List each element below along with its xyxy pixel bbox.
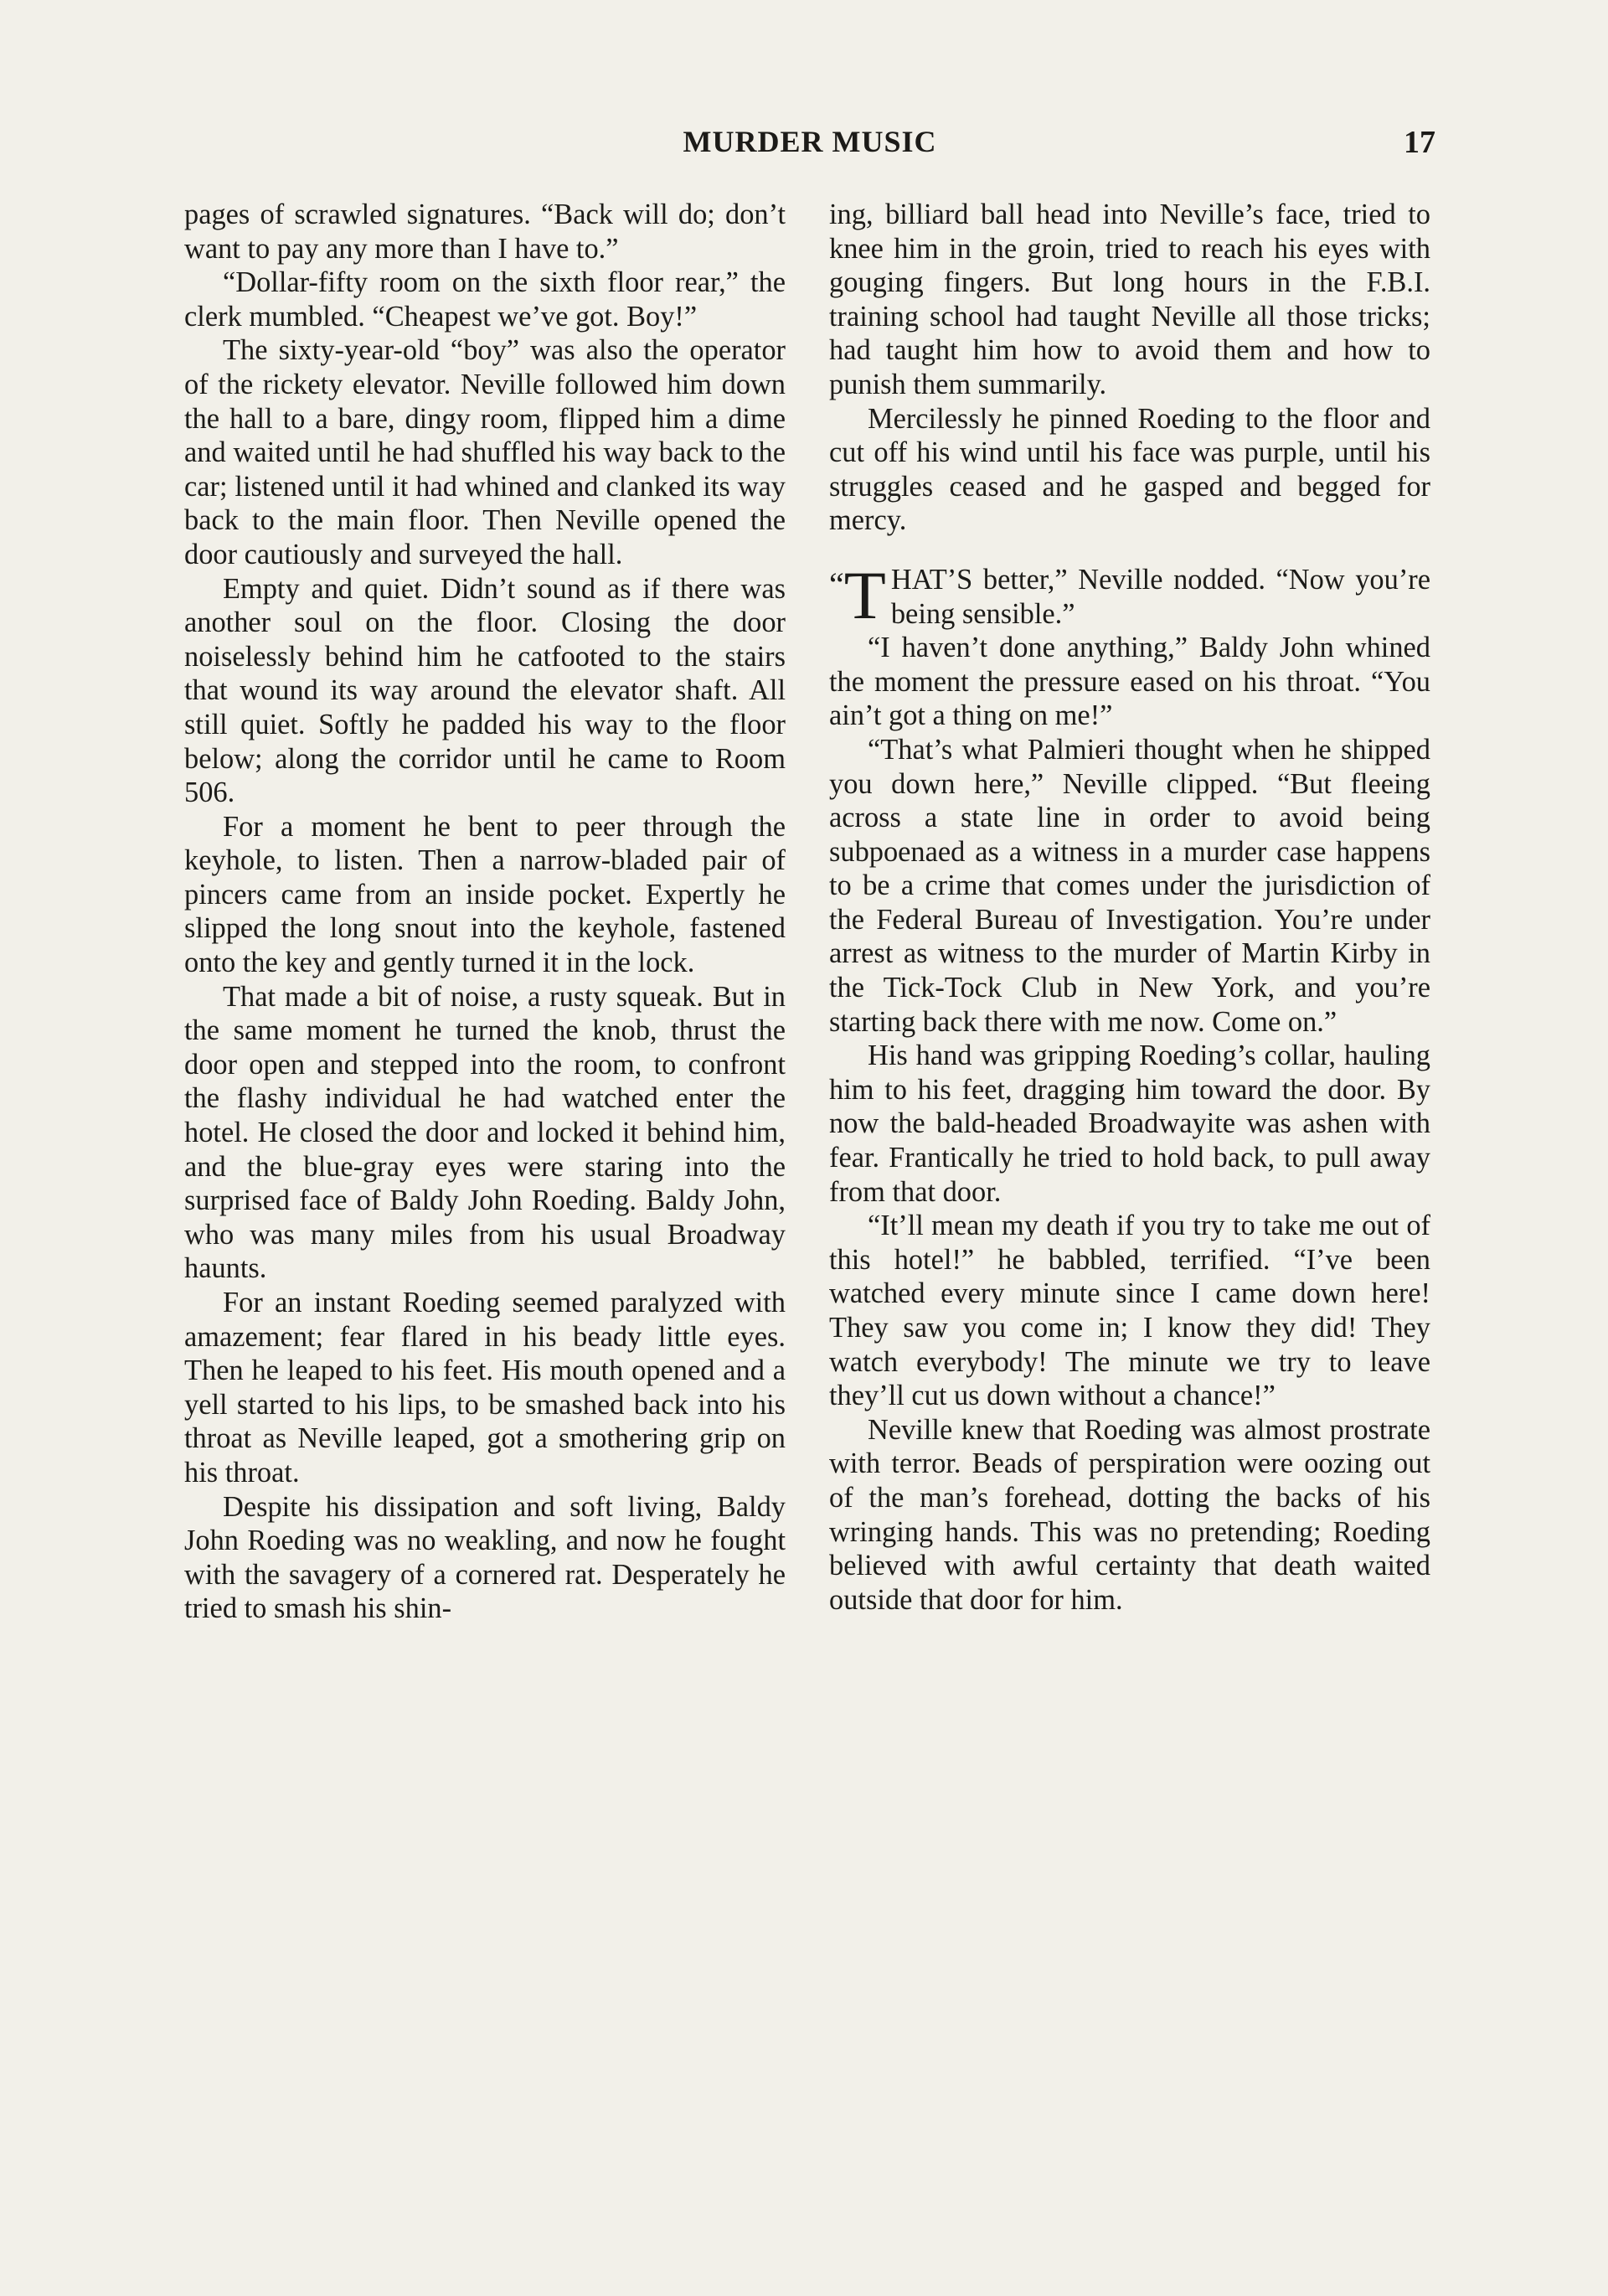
page-header bbox=[184, 124, 1435, 166]
paragraph: The sixty-year-old “boy” was also the operator of the rickety elevator. Neville followed him down the hall to a bare, dingy room, flipped him a dime and waited until he had shuffled his way back to the car; listened until it had whined and clanked its way back to the main floor. Then Neville opened the door cautiously and surveyed the hall. bbox=[184, 334, 786, 570]
drop-cap-quote: “ bbox=[829, 565, 844, 603]
running-title: MURDER MUSIC bbox=[683, 125, 937, 158]
drop-cap bbox=[829, 556, 886, 633]
paragraph: His hand was gripping Roeding’s collar, hauling him to his feet, dragging him toward the door. By now the bald-headed Broadwayite was ashen with fear. Frantically he tried to hold back, to pull away from that door. bbox=[829, 1040, 1430, 1208]
paragraph: That made a bit of noise, a rusty squeak. But in the same moment he turned the knob, thrust the door open and stepped into the room, to confront the flashy individual he had watched enter the hotel. He closed the door and locked it behind him, and the blue-gray eyes were staring into the surprised face of Baldy John Roeding. Baldy John, who was many miles from his usual Broadway haunts. bbox=[184, 980, 786, 1285]
paragraph: For an instant Roeding seemed paralyzed with amazement; fear flared in his beady little eyes. Then he leaped to his feet. His mouth opened and a yell started to his lips, to be smashed back into his throat as Neville leaped, got a smothering grip on his throat. bbox=[184, 1287, 786, 1489]
paragraph: “That’s what Palmieri thought when he shipped you down here,” Neville clipped. “But fleeing across a state line in order to avoid being subpoenaed as a witness in a murder case happens to be a crime that comes under the jurisdiction of the Federal Bureau of Investigation. You’re under arrest as witness to the murder of Martin Kirby in the Tick-Tock Club in New York, and you’re starting back there with me now. Come on.” bbox=[829, 733, 1430, 1038]
left-column bbox=[184, 198, 786, 1626]
paragraph: For a moment he bent to peer through the keyhole, to listen. Then a narrow-bladed pair of pincers came from an inside pocket. Expertly he slipped the long snout into the keyhole, fastened onto the key and gently turned it in the lock. bbox=[184, 810, 786, 979]
paragraph: “Dollar-fifty room on the sixth floor rear,” the clerk mumbled. “Cheapest we’ve got. Boy!” bbox=[184, 266, 786, 333]
paragraph: “I haven’t done anything,” Baldy John whined the moment the pressure eased on his throat. “You ain’t got a thing on me!” bbox=[829, 632, 1430, 732]
paragraph: Mercilessly he pinned Roeding to the floor and cut off his wind until his face was purple, until his struggles ceased and he gasped and begged for mercy. bbox=[829, 402, 1430, 537]
section-opening-paragraph bbox=[829, 556, 1430, 633]
paragraph: Neville knew that Roeding was almost prostrate with terror. Beads of perspiration were oozing out of the man’s forehead, dotting the backs of his wringing hands. This was no pretending; Roeding believed with awful certainty that death waited outside that door for him. bbox=[829, 1413, 1430, 1616]
paragraph: ing, billiard ball head into Neville’s face, tried to knee him in the groin, tried to reach his eyes with gouging fingers. But long hours in the F.B.I. training school had taught Neville all those tricks; had taught him how to avoid them and how to punish them summarily. bbox=[829, 199, 1430, 400]
paragraph: “It’ll mean my death if you try to take me out of this hotel!” he babbled, terrified. “I’ve been watched every minute since I came down here! They saw you come in; I know they did! They watch everybody! The minute we try to leave they’ll cut us down without a chance!” bbox=[829, 1210, 1430, 1412]
paragraph: Despite his dissipation and soft living, Baldy John Roeding was no weakling, and now he fought with the savagery of a cornered rat. Desperately he tried to smash his shin- bbox=[184, 1490, 786, 1625]
paragraph: Empty and quiet. Didn’t sound as if there was another soul on the floor. Closing the door noiselessly behind him he catfooted to the stairs that wound its way around the elevator shaft. All still quiet. Softly he padded his way to the floor below; along the corridor until he came to Room 506. bbox=[184, 572, 786, 809]
right-column bbox=[829, 198, 1430, 1617]
drop-cap-letter: T bbox=[843, 556, 886, 633]
paragraph: pages of scrawled signatures. “Back will do; don’t want to pay any more than I have to.” bbox=[184, 199, 786, 265]
section-opening-text: HAT’S better,” Neville nodded. “Now you’re being sensible.” bbox=[890, 563, 1430, 630]
page-number: 17 bbox=[1404, 125, 1435, 160]
